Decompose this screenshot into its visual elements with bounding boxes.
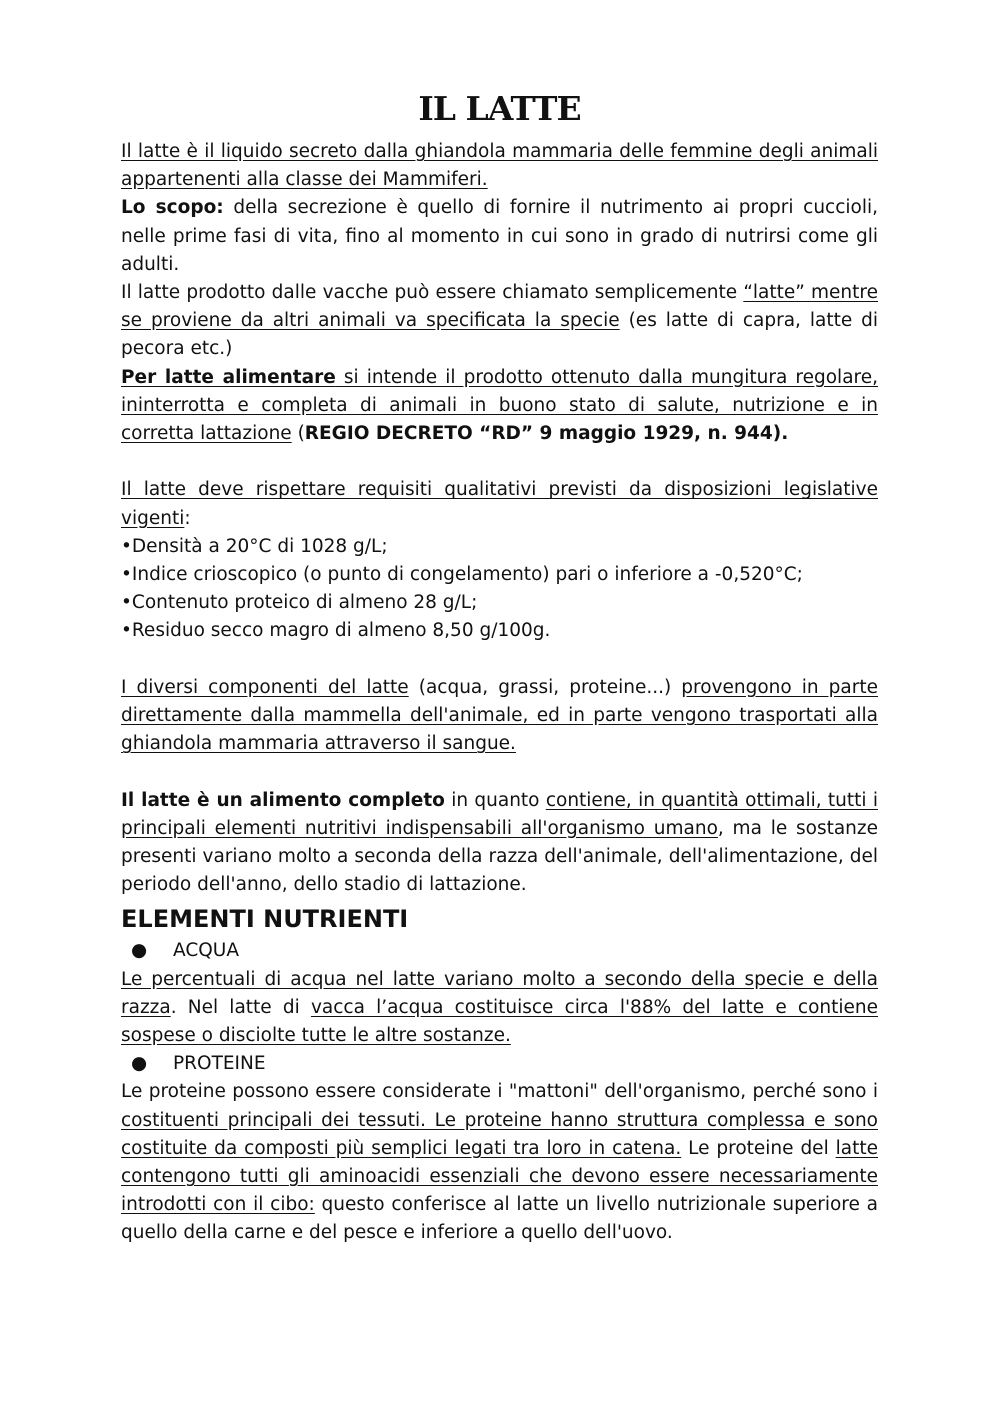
- food-milk-paragraph: [121, 364, 878, 449]
- complete-food-bold: Il latte è un alimento completo: [121, 789, 445, 811]
- naming-text-b: “latte” mentre se proviene da altri animali va specificata la specie: [121, 282, 878, 332]
- complete-food-a: in quanto: [444, 789, 546, 811]
- water-label: ACQUA: [173, 940, 240, 962]
- water-bullet-item: [121, 937, 878, 965]
- bullet-icon: ●: [131, 1053, 148, 1075]
- components-paragraph: [121, 674, 878, 759]
- components-text-a: I diversi componenti del latte: [121, 676, 409, 698]
- naming-text-a: Il latte prodotto dalle vacche può essere chiamato semplicemente: [121, 282, 744, 304]
- definition-text: Il latte è il liquido secreto dalla ghiandola mammaria delle femmine degli animali appartenenti alla classe dei Mammiferi.: [121, 141, 878, 191]
- requirement-item-dry-residue: •Residuo secco magro di almeno 8,50 g/100g.: [121, 620, 551, 642]
- proteins-paragraph: [121, 1078, 878, 1247]
- naming-paragraph: [121, 279, 878, 364]
- definition-paragraph: [121, 138, 878, 194]
- requirement-item-density: •Densità a 20°C di 1028 g/L;: [121, 535, 388, 557]
- scope-text: della secrezione è quello di fornire il nutrimento ai propri cuccioli, nelle prime fasi di vita, fino al momento in cui sono in grado di nutrirsi come gli adulti.: [121, 197, 879, 275]
- proteins-text-a: Le proteine possono essere considerate i "mattoni" dell'organismo, perché sono i: [121, 1081, 878, 1103]
- water-paragraph: [121, 966, 878, 1051]
- proteins-text-d: latte contengono tutti gli aminoacidi essenziali che devono essere necessariamente introdotti con il cibo:: [121, 1137, 878, 1216]
- requirement-item-cryoscopic: •Indice crioscopico (o punto di congelamento) pari o inferiore a -0,520°C;: [121, 564, 803, 586]
- water-text-a: Le percentuali di acqua nel latte variano molto a secondo della specie e della razza: [121, 968, 878, 1018]
- complete-food-c: , ma le sostanze presenti variano molto a seconda della razza dell'animale, dell'alimentazione, del periodo dell'anno, dello stadio di lattazione.: [121, 817, 879, 896]
- requirements-intro: Il latte deve rispettare requisiti qualitativi previsti da disposizioni legislative vigenti: [121, 479, 878, 529]
- scope-paragraph: [121, 194, 878, 279]
- document-body: [121, 86, 878, 1248]
- proteins-text-c: Le proteine del: [681, 1137, 836, 1159]
- complete-food-paragraph: [121, 787, 878, 900]
- requirements-paragraph: [121, 476, 878, 532]
- food-milk-open: (: [291, 423, 305, 445]
- water-text-b: . Nel latte di: [170, 996, 311, 1018]
- food-milk-reference: REGIO DECRETO “RD” 9 maggio 1929, n. 944).: [304, 423, 789, 445]
- page-title: IL LATTE: [418, 89, 581, 128]
- bullet-icon: ●: [131, 940, 148, 962]
- proteins-text-e: questo conferisce al latte un livello nutrizionale superiore a quello della carne e del pesce e inferiore a quello dell'uovo.: [121, 1194, 878, 1244]
- nutrients-heading: ELEMENTI NUTRIENTI: [121, 905, 409, 934]
- proteins-bullet-item: [121, 1050, 878, 1078]
- components-text-b: (acqua, grassi, proteine...): [408, 676, 682, 698]
- scope-label: Lo scopo:: [121, 197, 224, 219]
- food-milk-text: si intende il prodotto ottenuto dalla mungitura regolare, ininterrotta e completa di animali in buono stato di salute, nutrizione e in corretta lattazione: [121, 366, 878, 445]
- proteins-label: PROTEINE: [173, 1053, 266, 1075]
- requirements-colon: :: [184, 507, 191, 529]
- proteins-text-b: costituenti principali dei tessuti. Le proteine hanno struttura complessa e sono costituite da composti più semplici legati tra loro in catena.: [121, 1109, 878, 1159]
- naming-text-c: (es latte di capra, latte di pecora etc.): [121, 310, 879, 360]
- components-text-c: provengono in parte direttamente dalla mammella dell'animale, ed in parte vengono trasportati alla ghiandola mammaria attraverso il sangue.: [121, 676, 879, 755]
- food-milk-label: Per latte alimentare: [121, 366, 336, 388]
- complete-food-b: contiene, in quantità ottimali, tutti i principali elementi nutritivi indispensabili all'organismo umano: [121, 789, 879, 839]
- water-text-c: vacca l’acqua costituisce circa l'88% del latte e contiene sospese o disciolte tutte le altre sostanze.: [121, 996, 879, 1047]
- requirement-item-protein: •Contenuto proteico di almeno 28 g/L;: [121, 592, 478, 614]
